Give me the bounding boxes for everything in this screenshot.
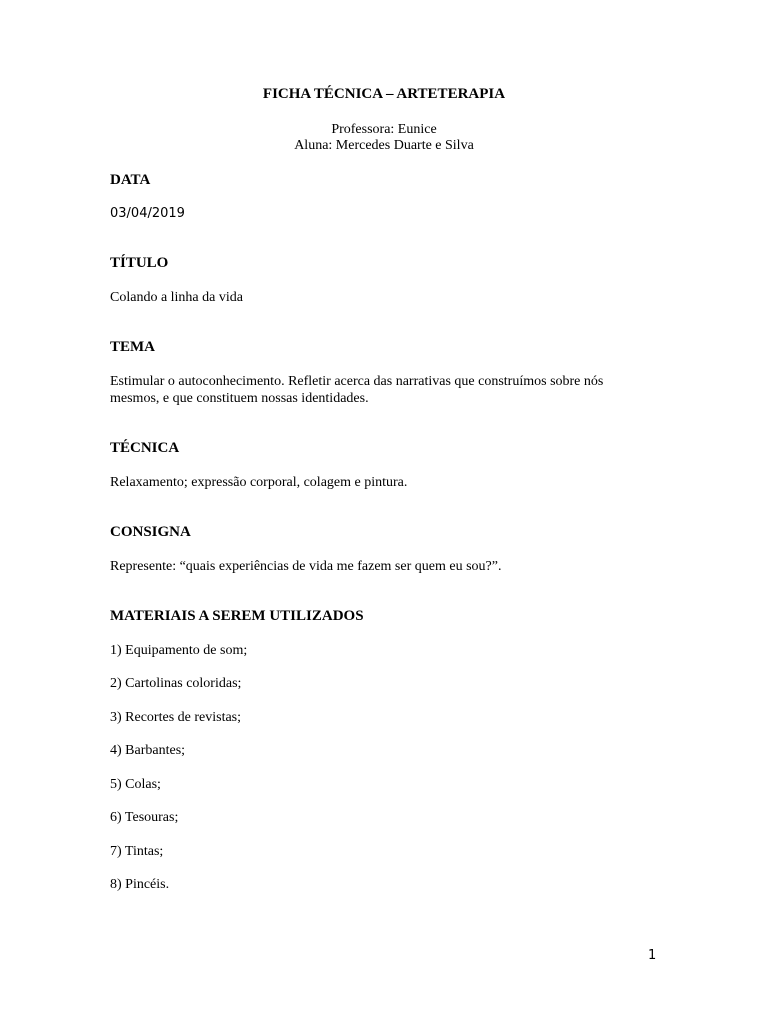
professor-line: Professora: Eunice (331, 122, 437, 137)
materials-list-item: 7) Tintas; (110, 844, 164, 859)
section-heading-titulo: TÍTULO (110, 255, 169, 271)
document-title: FICHA TÉCNICA – ARTETERAPIA (262, 86, 506, 102)
materials-list-item: 4) Barbantes; (110, 743, 186, 758)
tema-line-1: Estimular o autoconhecimento. Refletir acerca das narrativas que construímos sobre nós (110, 374, 604, 389)
tema-line-2: mesmos, e que constituem nossas identidades. (110, 391, 369, 406)
section-heading-tema: TEMA (110, 339, 155, 355)
materials-list-item: 8) Pincéis. (110, 877, 170, 892)
consigna-value: Represente: “quais experiências de vida me fazem ser quem eu sou?”. (110, 559, 502, 574)
page-number: 1 (648, 948, 657, 963)
materials-list-item: 5) Colas; (110, 777, 161, 792)
materials-list-item: 1) Equipamento de som; (110, 643, 248, 658)
tecnica-value: Relaxamento; expressão corporal, colagem e pintura. (110, 475, 408, 490)
materials-list-item: 2) Cartolinas coloridas; (110, 676, 242, 691)
section-heading-consigna: CONSIGNA (110, 524, 191, 540)
date-value: 03/04/2019 (110, 206, 185, 221)
section-heading-tecnica: TÉCNICA (110, 440, 180, 456)
section-heading-data: DATA (110, 172, 151, 188)
section-heading-materiais: MATERIAIS A SEREM UTILIZADOS (110, 608, 364, 624)
student-line: Aluna: Mercedes Duarte e Silva (294, 138, 474, 153)
materials-list-item: 6) Tesouras; (110, 810, 179, 825)
materials-list-item: 3) Recortes de revistas; (110, 710, 242, 725)
titulo-value: Colando a linha da vida (110, 290, 243, 305)
